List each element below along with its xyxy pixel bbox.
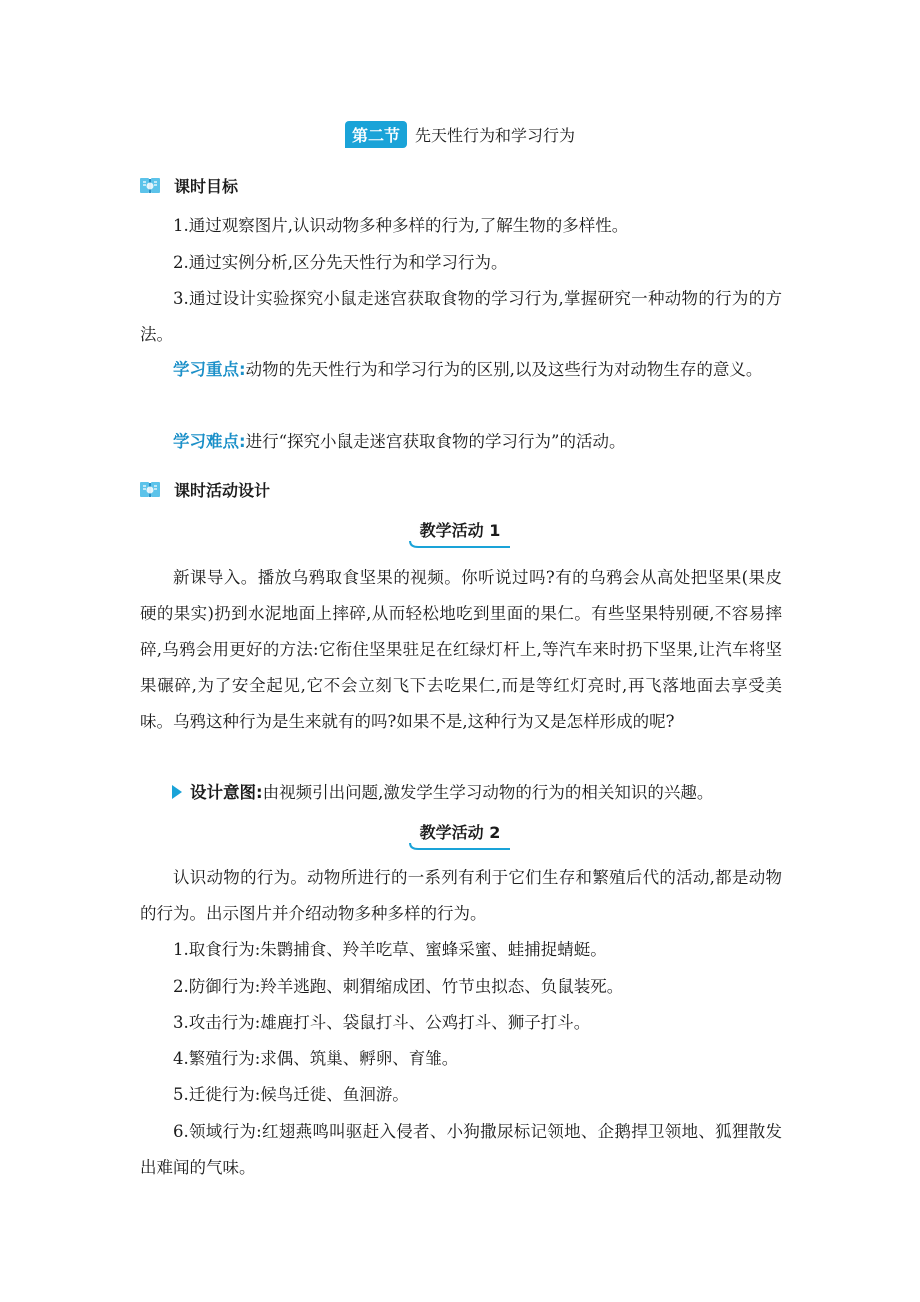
play-arrow-icon [172,785,182,799]
activity-2-header [0,820,920,849]
activity-underline [408,841,511,851]
activity-1-intent [172,775,792,811]
objectives-heading [140,174,238,197]
activity-1-label: 教学活动 1 [419,521,501,540]
design-heading [140,478,270,501]
learning-difficulty [140,424,782,460]
book-icon [140,177,160,195]
objective-item-1: 1.通过观察图片,认识动物多种多样的行为,了解生物的多样性。 [173,216,629,235]
behavior-item-4: 4.繁殖行为:求偶、筑巢、孵卵、育雏。 [173,1049,459,1068]
activity-underline [408,539,511,549]
design-heading-label: 课时活动设计 [174,481,271,500]
difficulty-label: 学习难点: [173,432,246,451]
activity-1-label-wrap [412,518,509,547]
activity-1-text: 新课导入。播放乌鸦取食坚果的视频。你听说过吗?有的乌鸦会从高处把坚果(果皮硬的果实)扔到水泥地面上摔碎,从而轻松地吃到里面的果仁。有些坚果特别硬,不容易摔碎,乌鸦会用更好的方法:它衔住坚果驻足在红绿灯杆上,等汽车来时扔下坚果,让汽车将坚果碾碎,为了安全起见,它不会立刻飞下去吃果仁,而是等红灯亮时,再飞落地面去享受美味。乌鸦这种行为是生来就有的吗?如果不是,这种行为又是怎样形成的呢? [140,568,782,731]
objective-item-3: 3.通过设计实验探究小鼠走迷宫获取食物的学习行为,掌握研究一种动物的行为的方法。 [140,289,782,344]
activity-2-intro: 认识动物的行为。动物所进行的一系列有利于它们生存和繁殖后代的活动,都是动物的行为。出示图片并介绍动物多种多样的行为。 [140,868,782,923]
focus-text: 动物的先天性行为和学习行为的区别,以及这些行为对动物生存的意义。 [245,360,763,379]
intent-label: 设计意图: [190,783,263,802]
objective-item-2: 2.通过实例分析,区分先天性行为和学习行为。 [173,253,508,272]
section-number-badge: 第二节 [345,121,407,148]
intent-text: 由视频引出问题,激发学生学习动物的行为的相关知识的兴趣。 [262,783,714,802]
behavior-item-3: 3.攻击行为:雄鹿打斗、袋鼠打斗、公鸡打斗、狮子打斗。 [173,1013,591,1032]
activity-2-label: 教学活动 2 [419,823,501,842]
behavior-item-1: 1.取食行为:朱鹮捕食、羚羊吃草、蜜蜂采蜜、蛙捕捉蜻蜓。 [173,940,607,959]
focus-label: 学习重点: [173,360,246,379]
activity-1-header [0,518,920,547]
book-icon [140,481,160,499]
difficulty-text: 进行“探究小鼠走迷宫获取食物的学习行为”的活动。 [245,432,626,451]
section-title: 先天性行为和学习行为 [415,126,576,145]
behavior-item-6: 6.领域行为:红翅燕鸣叫驱赶入侵者、小狗撒尿标记领地、企鹅捍卫领地、狐狸散发出难闻的气味。 [140,1122,782,1177]
objectives-heading-label: 课时目标 [174,177,239,196]
behavior-item-5: 5.迁徙行为:候鸟迁徙、鱼洄游。 [173,1085,409,1104]
learning-focus [140,352,782,388]
activity-2-label-wrap [412,820,509,849]
behavior-item-2: 2.防御行为:羚羊逃跑、刺猬缩成团、竹节虫拟态、负鼠装死。 [173,977,624,996]
section-header [0,121,920,148]
